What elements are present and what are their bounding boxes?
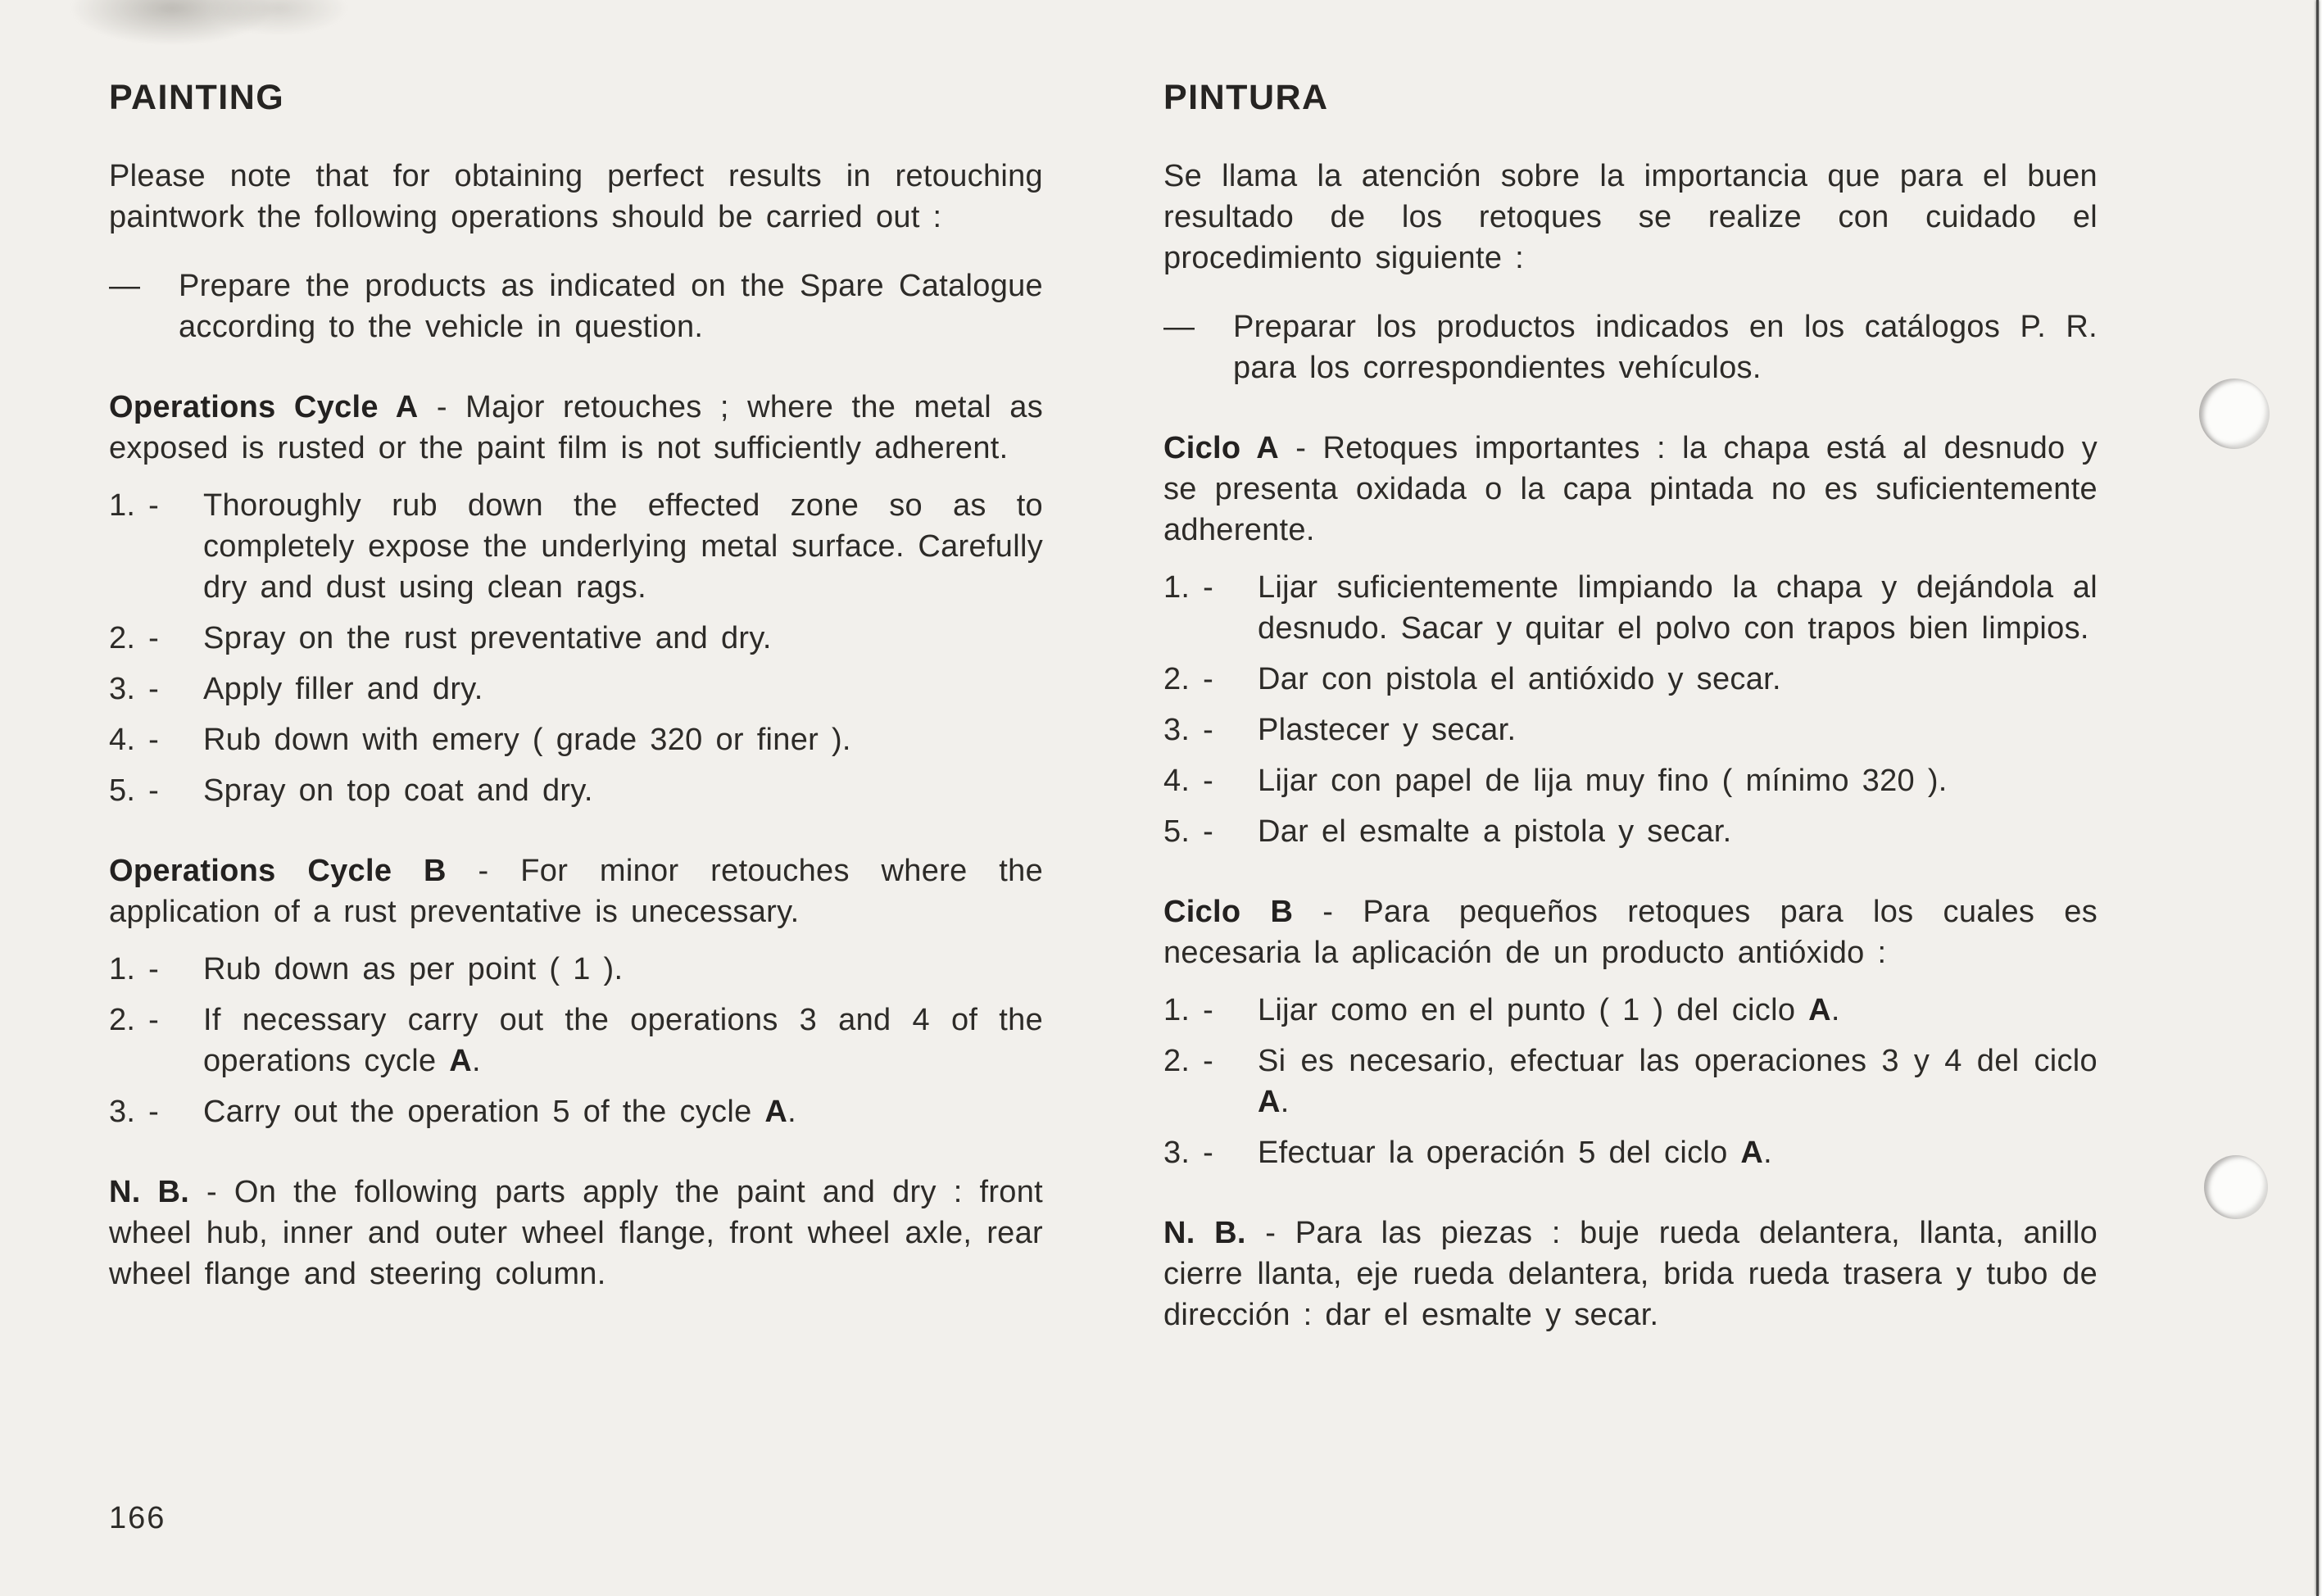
cycle-b-heading-paragraph-spanish xyxy=(1163,891,2098,973)
item-post: . xyxy=(1830,993,1840,1027)
list-item xyxy=(1163,710,2098,750)
list-item-text xyxy=(203,770,1043,811)
list-item xyxy=(109,770,1043,811)
intro-paragraph-spanish: Se llama la atención sobre la importancia que para el buen resultado de los retoques se realize con cuidado el procedimiento siguiente : xyxy=(1163,159,2098,275)
cycle-a-heading-paragraph-spanish xyxy=(1163,428,2098,551)
item-marker: 3. - xyxy=(1163,713,1214,747)
list-item xyxy=(109,485,1043,608)
item-text: Spray on the rust preventative and dry. xyxy=(203,621,772,655)
separator: - xyxy=(1293,895,1363,929)
list-item-text xyxy=(203,1000,1043,1081)
item-text: Apply filler and dry. xyxy=(203,672,483,706)
list-item xyxy=(109,719,1043,760)
punch-hole xyxy=(2199,379,2270,449)
list-item-text xyxy=(1258,811,2098,852)
item-marker: 1. - xyxy=(109,488,160,523)
cycle-a-lead: Operations Cycle A xyxy=(109,390,419,424)
list-item-text xyxy=(203,485,1043,608)
list-item xyxy=(1163,1041,2098,1122)
list-item-text xyxy=(203,1091,1043,1132)
item-marker: 1. - xyxy=(1163,993,1214,1027)
cycle-b-heading-paragraph-english xyxy=(109,850,1043,932)
list-item-text xyxy=(1258,710,2098,750)
item-text: Lijar como en el punto ( 1 ) del ciclo xyxy=(1258,993,1809,1027)
page-number: 166 xyxy=(109,1501,166,1535)
item-bold-ref: A xyxy=(764,1095,788,1129)
list-item-text xyxy=(1258,659,2098,700)
item-marker: 5. - xyxy=(1163,814,1214,849)
item-marker: 3. - xyxy=(109,1095,160,1129)
page-title-spanish: PINTURA xyxy=(1163,78,1329,117)
item-text: Dar el esmalte a pistola y secar. xyxy=(1258,814,1732,849)
list-item-text xyxy=(1258,990,2098,1031)
cycle-b-desc: For minor retouches where the application of a rust preventative is unecessary. xyxy=(109,854,1044,929)
list-item xyxy=(109,1091,1043,1132)
item-text: Thoroughly rub down the effected zone so as to completely expose the underlying metal surface. Carefully dry and dust using clean rags. xyxy=(203,488,1043,605)
item-text: Efectuar la operación 5 del ciclo xyxy=(1258,1136,1741,1170)
cycle-b-lead: Ciclo B xyxy=(1163,895,1294,929)
cycle-a-desc: Retoques importantes : la chapa está al desnudo y se presenta oxidada o la capa pintada no es suficientemente adherente. xyxy=(1163,431,2098,547)
list-item-text xyxy=(203,719,1043,760)
item-text: Carry out the operation 5 of the cycle xyxy=(203,1095,765,1129)
list-item xyxy=(1163,659,2098,700)
separator: - xyxy=(1279,431,1323,465)
item-post: . xyxy=(1763,1136,1773,1170)
list-item xyxy=(1163,760,2098,801)
item-text: Lijar con papel de lija muy fino ( mínimo 320 ). xyxy=(1258,764,1948,798)
list-item-text xyxy=(1258,1132,2098,1173)
item-marker: 4. - xyxy=(1163,764,1214,798)
punch-hole xyxy=(2204,1155,2268,1219)
cycle-a-desc: Major retouches ; where the metal as exposed is rusted or the paint film is not sufficiently adherent. xyxy=(109,390,1044,465)
item-text: If necessary carry out the operations 3 and 4 of the operations cycle xyxy=(203,1003,1043,1078)
cycle-b-desc: Para pequeños retoques para los cuales es necesaria la aplicación de un producto antióxido : xyxy=(1163,895,2098,970)
cycle-a-heading-paragraph-english xyxy=(109,387,1043,469)
item-text: Plastecer y secar. xyxy=(1258,713,1517,747)
spanish-column xyxy=(1163,78,2098,1335)
list-item xyxy=(1163,1132,2098,1173)
page-edge-line xyxy=(2316,0,2319,1596)
nb-text: Para las piezas : buje rueda delantera, llanta, anillo cierre llanta, eje rueda delantera, brida rueda trasera y tubo de dirección : dar el esmalte y secar. xyxy=(1163,1216,2098,1332)
dash-marker: — xyxy=(1163,310,1195,344)
nb-paragraph-english xyxy=(109,1172,1043,1294)
list-item xyxy=(109,949,1043,990)
intro-paragraph-english: Please note that for obtaining perfect results in retouching paintwork the following operations should be carried out : xyxy=(109,159,1043,234)
scan-smudge-secondary xyxy=(209,0,348,35)
page-title-english: PAINTING xyxy=(109,78,285,117)
list-item-text: Prepare the products as indicated on the Spare Catalogue according to the vehicle in question. xyxy=(179,269,1043,344)
list-item-text xyxy=(203,949,1043,990)
item-post: . xyxy=(1280,1085,1290,1119)
list-item-text: Preparar los productos indicados en los catálogos P. R. para los correspondientes vehículos. xyxy=(1233,310,2098,385)
list-item-text xyxy=(203,669,1043,710)
item-marker: 2. - xyxy=(1163,662,1214,696)
list-item-prepare-english xyxy=(109,265,1043,347)
item-bold-ref: A xyxy=(1258,1085,1281,1119)
page-edge-paper xyxy=(2319,0,2322,1596)
separator: - xyxy=(1245,1216,1295,1250)
list-item-text xyxy=(203,618,1043,659)
list-item-prepare-spanish xyxy=(1163,306,2098,388)
item-marker: 1. - xyxy=(109,952,160,986)
list-item-text xyxy=(1258,760,2098,801)
item-text: Si es necesario, efectuar las operaciones 3 y 4 del ciclo xyxy=(1258,1044,2098,1078)
separator: - xyxy=(418,390,466,424)
cycle-a-lead: Ciclo A xyxy=(1163,431,1280,465)
list-item xyxy=(109,618,1043,659)
item-marker: 2. - xyxy=(1163,1044,1214,1078)
item-text: Spray on top coat and dry. xyxy=(203,773,593,808)
nb-lead: N. B. xyxy=(1163,1216,1246,1250)
item-post: . xyxy=(787,1095,796,1129)
dash-marker: — xyxy=(109,269,141,303)
nb-paragraph-spanish xyxy=(1163,1213,2098,1335)
nb-lead: N. B. xyxy=(109,1175,190,1209)
item-bold-ref: A xyxy=(449,1044,472,1078)
separator: - xyxy=(189,1175,234,1209)
list-item xyxy=(109,669,1043,710)
list-item xyxy=(1163,990,2098,1031)
item-marker: 1. - xyxy=(1163,570,1214,605)
item-text: Rub down with emery ( grade 320 or finer ). xyxy=(203,723,851,757)
item-bold-ref: A xyxy=(1808,993,1831,1027)
list-item xyxy=(109,1000,1043,1081)
english-column xyxy=(109,78,1043,1335)
nb-text: On the following parts apply the paint and dry : front wheel hub, inner and outer wheel flange, front wheel axle, rear wheel flange and steering column. xyxy=(109,1175,1043,1291)
item-post: . xyxy=(472,1044,481,1078)
list-item xyxy=(1163,567,2098,649)
item-marker: 4. - xyxy=(109,723,160,757)
item-marker: 5. - xyxy=(109,773,160,808)
cycle-b-lead: Operations Cycle B xyxy=(109,854,447,888)
separator: - xyxy=(446,854,521,888)
item-marker: 2. - xyxy=(109,621,160,655)
item-text: Rub down as per point ( 1 ). xyxy=(203,952,624,986)
item-marker: 3. - xyxy=(109,672,160,706)
item-text: Lijar suficientemente limpiando la chapa y dejándola al desnudo. Sacar y quitar el polvo con trapos bien limpios. xyxy=(1258,570,2098,646)
list-item-text xyxy=(1258,567,2098,649)
item-bold-ref: A xyxy=(1740,1136,1764,1170)
list-item-text xyxy=(1258,1041,2098,1122)
list-item xyxy=(1163,811,2098,852)
item-marker: 2. - xyxy=(109,1003,160,1037)
item-text: Dar con pistola el antióxido y secar. xyxy=(1258,662,1781,696)
item-marker: 3. - xyxy=(1163,1136,1214,1170)
